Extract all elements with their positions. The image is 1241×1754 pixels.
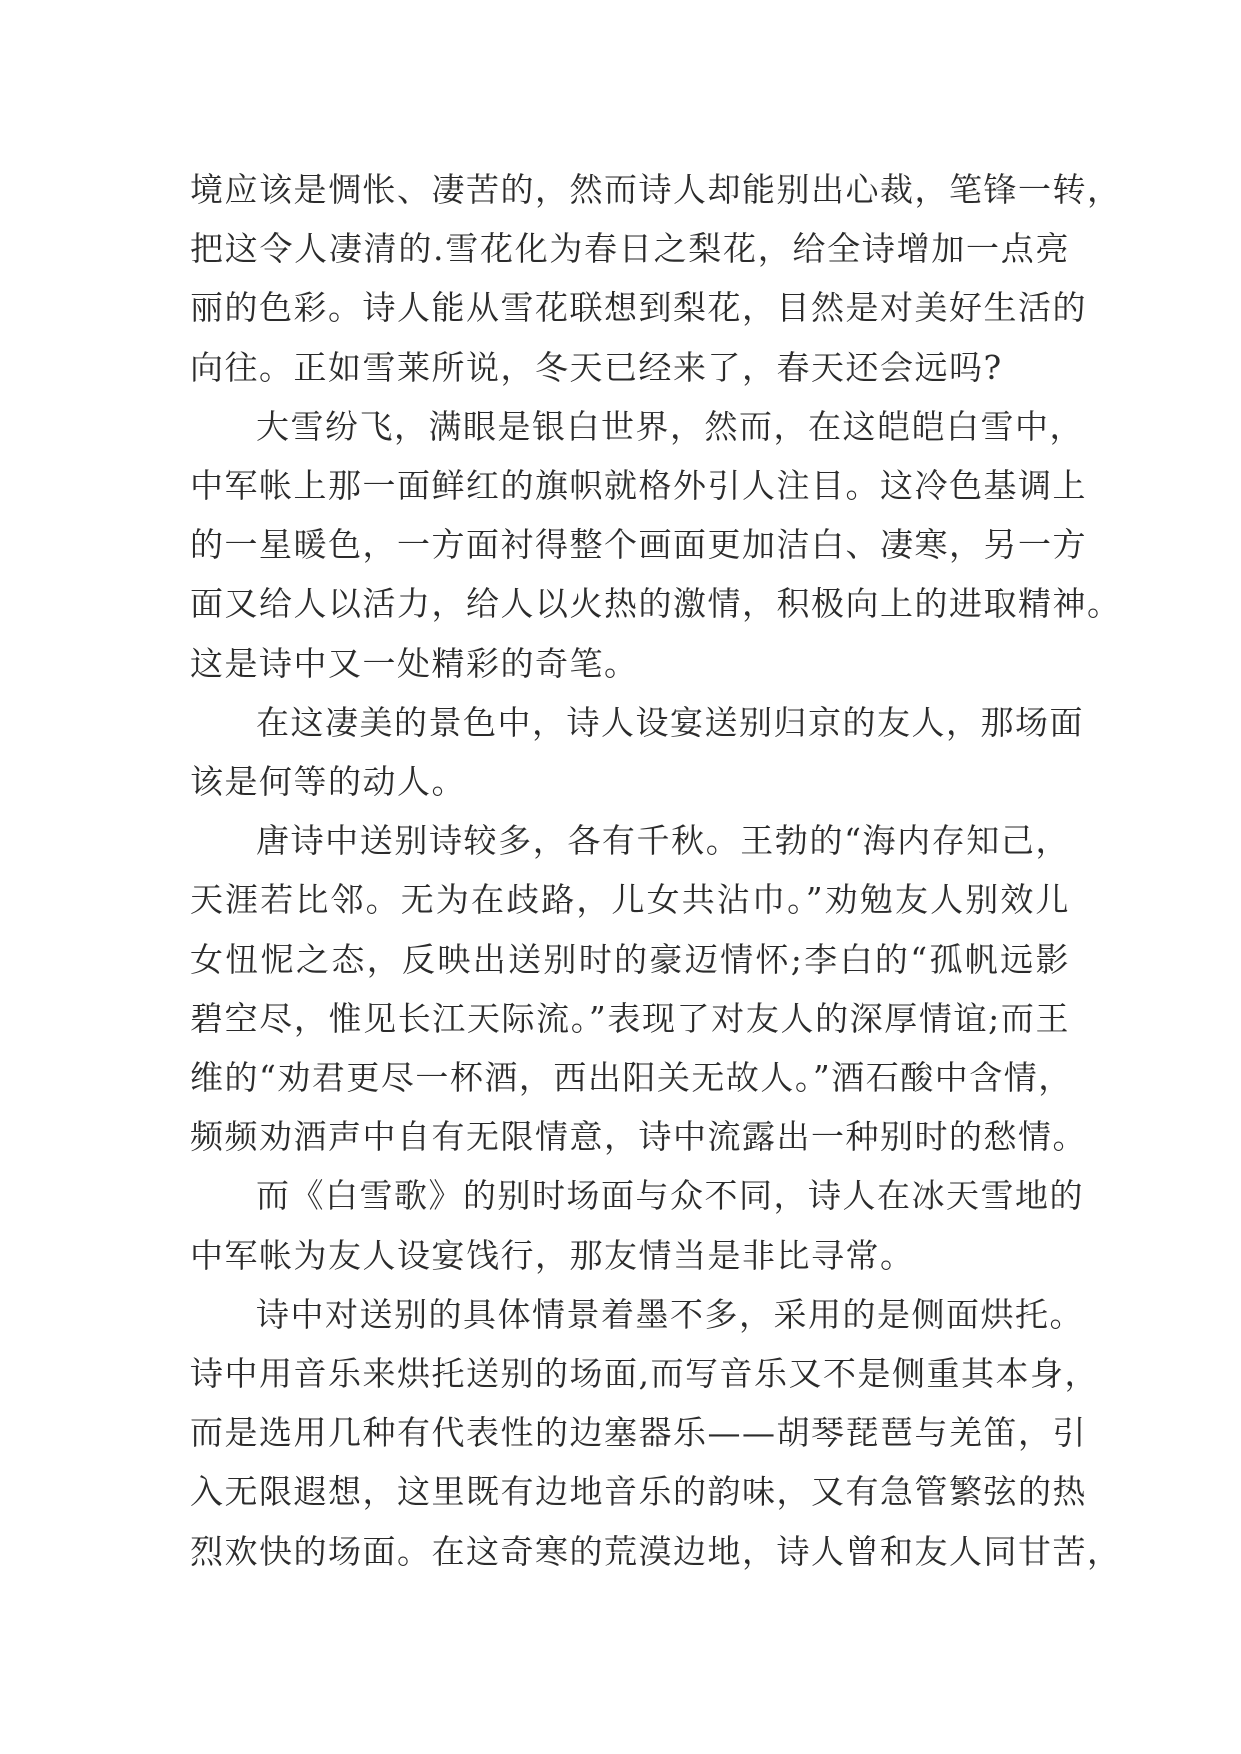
text-line: 唐诗中送别诗较多，各有千秋。王勃的“海内存知己， (256, 821, 1070, 861)
text-line: 境应该是惆怅、凄苦的，然而诗人却能别出心裁，笔锋一转， (190, 170, 1122, 209)
text-line: 维的“劝君更尽一杯酒，西出阳关无故人。”酒石酸中含情， (190, 1058, 1073, 1098)
text-line: 的一星暖色，一方面衬得整个画面更加洁白、凄寒，另一方 (190, 525, 1087, 565)
text-line: 大雪纷飞，满眼是银白世界，然而，在这皑皑白雪中， (256, 406, 1084, 446)
text-line: 频频劝酒声中自有无限情意，诗中流露出一种别时的愁情。 (190, 1117, 1087, 1157)
text-line: 该是何等的动人。 (190, 762, 466, 802)
text-line: 入无限遐想，这里既有边地音乐的韵味，又有急管繁弦的热 (190, 1472, 1087, 1512)
paragraph-3 (190, 693, 1084, 811)
text-line: 把这令人凄清的.雪花化为春日之梨花，给全诗增加一点亮 (190, 229, 1070, 269)
text-line: 女忸怩之态，反映出送别时的豪迈情怀;李白的“孤帆远影 (190, 939, 1070, 979)
text-line: 而《白雪歌》的别时场面与众不同，诗人在冰天雪地的 (256, 1176, 1084, 1216)
paragraph-4 (190, 811, 1087, 1166)
paragraph-6 (190, 1285, 1122, 1581)
text-line: 面又给人以活力，给人以火热的激情，积极向上的进取精神。 (190, 584, 1122, 624)
text-line: 中军帐为友人设宴饯行，那友情当是非比寻常。 (190, 1235, 915, 1275)
text-line: 诗中对送别的具体情景着墨不多，采用的是侧面烘托。 (256, 1294, 1084, 1334)
text-line: 而是选用几种有代表性的边塞器乐——胡琴琵琶与羌笛，引 (190, 1413, 1087, 1453)
text-line: 碧空尽，惟见长江天际流。”表现了对友人的深厚情谊;而王 (190, 998, 1070, 1038)
paragraph-1 (190, 160, 1122, 397)
text-line: 烈欢快的场面。在这奇寒的荒漠边地，诗人曾和友人同甘苦， (190, 1531, 1122, 1571)
body-text (190, 160, 1122, 1581)
text-line: 天涯若比邻。无为在歧路，儿女共沾巾。”劝勉友人别效儿 (190, 880, 1070, 920)
text-line: 向往。正如雪莱所说，冬天已经来了，春天还会远吗? (190, 347, 1003, 387)
text-line: 中军帐上那一面鲜红的旗帜就格外引人注目。这冷色基调上 (190, 466, 1087, 506)
text-line: 这是诗中又一处精彩的奇笔。 (190, 643, 639, 683)
text-line: 诗中用音乐来烘托送别的场面,而写音乐又不是侧重其本身， (190, 1354, 1099, 1394)
text-line: 丽的色彩。诗人能从雪花联想到梨花，目然是对美好生活的 (190, 288, 1087, 328)
paragraph-2 (190, 397, 1122, 693)
paragraph-5 (190, 1166, 1084, 1284)
text-line: 在这凄美的景色中，诗人设宴送别归京的友人，那场面 (256, 702, 1084, 742)
